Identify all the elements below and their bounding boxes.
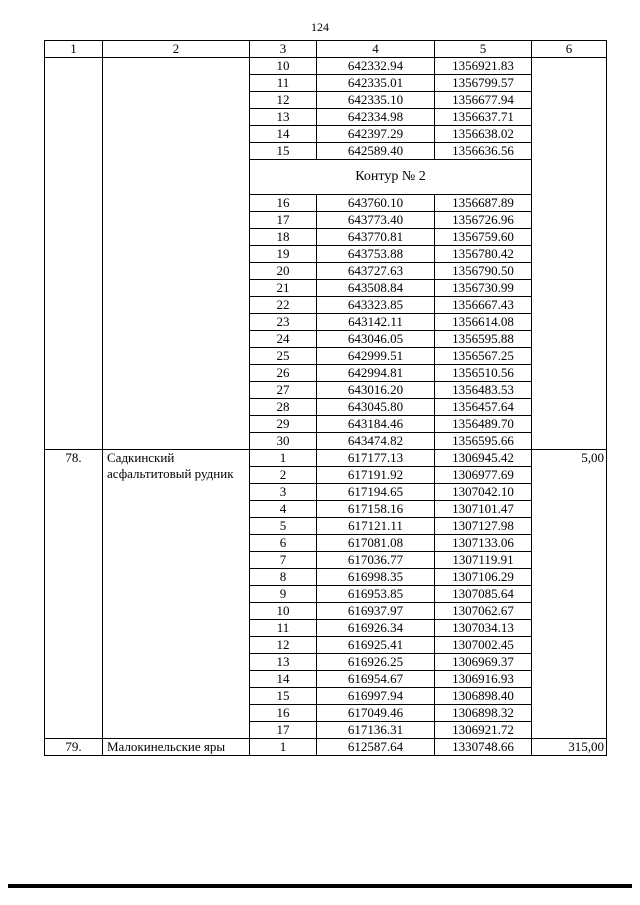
coord-y: 1306945.42 [435, 450, 532, 467]
coord-x: 642994.81 [317, 365, 435, 382]
coord-x: 617177.13 [317, 450, 435, 467]
coord-x: 616925.41 [317, 637, 435, 654]
coord-y: 1356567.25 [435, 348, 532, 365]
point-number: 2 [250, 467, 317, 484]
point-number: 19 [250, 246, 317, 263]
coord-x: 616953.85 [317, 586, 435, 603]
point-number: 28 [250, 399, 317, 416]
coord-y: 1356759.60 [435, 229, 532, 246]
coord-x: 617121.11 [317, 518, 435, 535]
coord-x: 643773.40 [317, 212, 435, 229]
coord-y: 1306969.37 [435, 654, 532, 671]
coord-y: 1356483.53 [435, 382, 532, 399]
table-body [45, 58, 607, 756]
coord-y: 1356687.89 [435, 195, 532, 212]
coord-x: 617191.92 [317, 467, 435, 484]
coord-y: 1330748.66 [435, 739, 532, 756]
coord-y: 1356595.88 [435, 331, 532, 348]
entry-area: 315,00 [532, 739, 607, 756]
coord-y: 1307101.47 [435, 501, 532, 518]
point-number: 6 [250, 535, 317, 552]
point-number: 9 [250, 586, 317, 603]
point-number: 14 [250, 126, 317, 143]
coord-y: 1307119.91 [435, 552, 532, 569]
entry-area: 5,00 [532, 450, 607, 739]
point-number: 4 [250, 501, 317, 518]
coord-x: 643474.82 [317, 433, 435, 450]
coord-y: 1306916.93 [435, 671, 532, 688]
point-number: 10 [250, 603, 317, 620]
point-number: 30 [250, 433, 317, 450]
coord-y: 1356780.42 [435, 246, 532, 263]
coord-y: 1307042.10 [435, 484, 532, 501]
header-col-2: 2 [103, 41, 250, 58]
point-number: 17 [250, 722, 317, 739]
coord-x: 643045.80 [317, 399, 435, 416]
coord-y: 1306898.40 [435, 688, 532, 705]
coord-x: 643760.10 [317, 195, 435, 212]
coord-x: 642335.10 [317, 92, 435, 109]
entry-index: 78. [45, 450, 103, 739]
index-cell [45, 58, 103, 450]
coord-x: 616926.25 [317, 654, 435, 671]
coord-y: 1356726.96 [435, 212, 532, 229]
table-row [45, 58, 607, 75]
header-col-5: 5 [435, 41, 532, 58]
contour-label: Контур № 2 [250, 160, 532, 195]
coord-x: 617036.77 [317, 552, 435, 569]
coord-x: 616926.34 [317, 620, 435, 637]
coord-x: 617049.46 [317, 705, 435, 722]
coord-x: 643016.20 [317, 382, 435, 399]
coord-y: 1306898.32 [435, 705, 532, 722]
coord-y: 1307062.67 [435, 603, 532, 620]
coord-y: 1356799.57 [435, 75, 532, 92]
coord-y: 1356667.43 [435, 297, 532, 314]
point-number: 10 [250, 58, 317, 75]
entry-name: Садкинский асфальтитовый рудник [103, 450, 250, 739]
coord-x: 612587.64 [317, 739, 435, 756]
coord-x: 617194.65 [317, 484, 435, 501]
coord-y: 1356730.99 [435, 280, 532, 297]
bottom-rule [8, 884, 632, 888]
point-number: 16 [250, 195, 317, 212]
point-number: 5 [250, 518, 317, 535]
coord-x: 643753.88 [317, 246, 435, 263]
coord-x: 616937.97 [317, 603, 435, 620]
coord-y: 1356637.71 [435, 109, 532, 126]
point-number: 15 [250, 688, 317, 705]
coord-y: 1306921.72 [435, 722, 532, 739]
point-number: 1 [250, 739, 317, 756]
header-col-4: 4 [317, 41, 435, 58]
table-row [45, 739, 607, 756]
coord-y: 1356510.56 [435, 365, 532, 382]
coord-y: 1307002.45 [435, 637, 532, 654]
point-number: 1 [250, 450, 317, 467]
coord-x: 617081.08 [317, 535, 435, 552]
coord-y: 1306977.69 [435, 467, 532, 484]
entry-name: Малокинельские яры [103, 739, 250, 756]
point-number: 20 [250, 263, 317, 280]
coord-y: 1356790.50 [435, 263, 532, 280]
point-number: 26 [250, 365, 317, 382]
coord-y: 1356595.66 [435, 433, 532, 450]
coord-x: 616998.35 [317, 569, 435, 586]
coord-x: 643727.63 [317, 263, 435, 280]
point-number: 13 [250, 654, 317, 671]
coordinates-table [44, 40, 607, 756]
name-cell [103, 58, 250, 450]
coord-y: 1356638.02 [435, 126, 532, 143]
coord-x: 642335.01 [317, 75, 435, 92]
point-number: 27 [250, 382, 317, 399]
header-row [45, 41, 607, 58]
coord-y: 1356614.08 [435, 314, 532, 331]
coord-y: 1307127.98 [435, 518, 532, 535]
point-number: 24 [250, 331, 317, 348]
coord-x: 617158.16 [317, 501, 435, 518]
coord-x: 643508.84 [317, 280, 435, 297]
table-row [45, 450, 607, 467]
coord-x: 642332.94 [317, 58, 435, 75]
coord-x: 643046.05 [317, 331, 435, 348]
header-col-3: 3 [250, 41, 317, 58]
point-number: 23 [250, 314, 317, 331]
header-col-6: 6 [532, 41, 607, 58]
coord-y: 1307085.64 [435, 586, 532, 603]
point-number: 16 [250, 705, 317, 722]
coord-y: 1307133.06 [435, 535, 532, 552]
point-number: 14 [250, 671, 317, 688]
point-number: 12 [250, 637, 317, 654]
point-number: 13 [250, 109, 317, 126]
point-number: 8 [250, 569, 317, 586]
coord-x: 642397.29 [317, 126, 435, 143]
point-number: 11 [250, 620, 317, 637]
coord-x: 616997.94 [317, 688, 435, 705]
point-number: 22 [250, 297, 317, 314]
coord-x: 643323.85 [317, 297, 435, 314]
point-number: 21 [250, 280, 317, 297]
point-number: 3 [250, 484, 317, 501]
point-number: 15 [250, 143, 317, 160]
header-col-1: 1 [45, 41, 103, 58]
point-number: 29 [250, 416, 317, 433]
coord-y: 1356489.70 [435, 416, 532, 433]
page-number: 124 [311, 20, 329, 34]
coord-y: 1356636.56 [435, 143, 532, 160]
coord-x: 617136.31 [317, 722, 435, 739]
area-cell [532, 58, 607, 450]
point-number: 17 [250, 212, 317, 229]
coord-x: 642334.98 [317, 109, 435, 126]
coord-x: 643770.81 [317, 229, 435, 246]
point-number: 11 [250, 75, 317, 92]
coord-x: 642999.51 [317, 348, 435, 365]
entry-index: 79. [45, 739, 103, 756]
point-number: 12 [250, 92, 317, 109]
coord-y: 1356677.94 [435, 92, 532, 109]
point-number: 25 [250, 348, 317, 365]
coord-x: 642589.40 [317, 143, 435, 160]
coord-x: 616954.67 [317, 671, 435, 688]
coord-y: 1307106.29 [435, 569, 532, 586]
coord-y: 1307034.13 [435, 620, 532, 637]
point-number: 7 [250, 552, 317, 569]
coord-x: 643142.11 [317, 314, 435, 331]
coord-y: 1356457.64 [435, 399, 532, 416]
point-number: 18 [250, 229, 317, 246]
coord-y: 1356921.83 [435, 58, 532, 75]
coord-x: 643184.46 [317, 416, 435, 433]
